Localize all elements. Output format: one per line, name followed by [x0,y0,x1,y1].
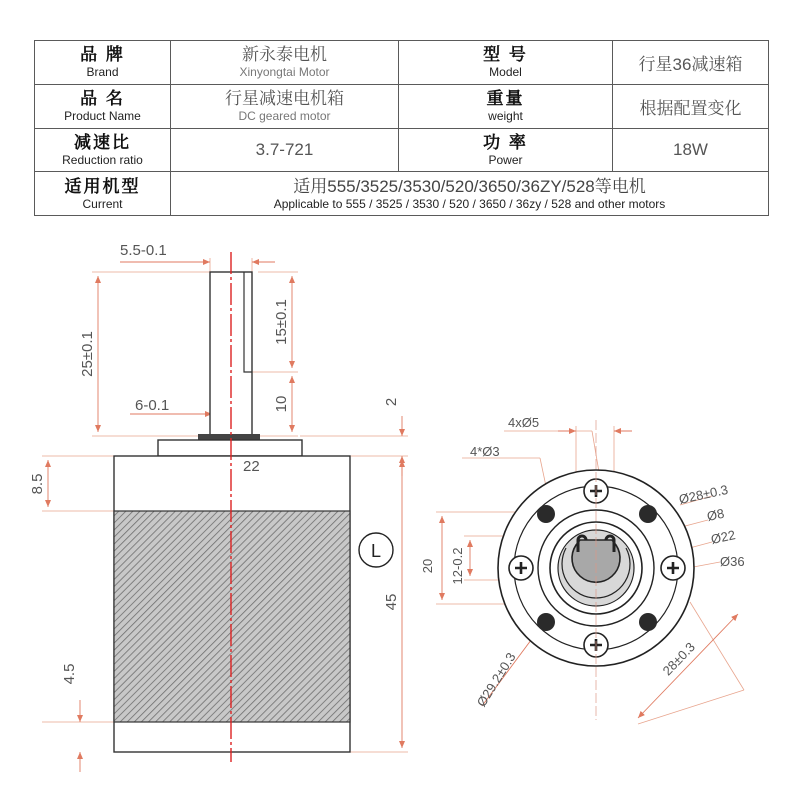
dim-shaft-dia: Ø8 [705,505,726,524]
side-view [29,242,408,772]
dim-threaded-holes: 4*Ø3 [470,444,500,459]
dim-boss-height: 2 [383,397,400,407]
front-view [420,415,745,724]
gearbox-boss [158,440,302,456]
current-label: 适用机型 [64,176,141,196]
dim-shaft-round: 10 [273,395,290,413]
current-label-en: Current [82,196,123,211]
shaft-collar [198,434,260,440]
current-value: 适用555/3525/3530/520/3650/36ZY/528等电机 [293,176,646,196]
dim-flat-length: 15±0.1 [273,299,290,345]
dim-bottom-band: 4.5 [61,663,78,685]
current-value-en: Applicable to 555 / 3525 / 3530 / 520 / 3650 / 36zy / 528 and other motors [273,196,666,211]
dim-boss-width: 22 [243,458,260,475]
weight-label-en: weight [488,109,523,124]
power-label: 功 率 [483,132,528,152]
dim-top-band: 8.5 [29,473,46,495]
brand-label: 品 牌 [80,45,125,65]
model-label-en: Model [489,65,522,80]
product-label-en: Product Name [64,109,141,124]
dim-spacing-20: 20 [420,558,435,574]
dim-pcd-29: Ø29.2±0.3 [473,649,519,710]
dim-hole-pcd: Ø28±0.3 [677,481,730,507]
brand-value-en: Xinyongtai Motor [239,65,330,80]
dim-body-dia: Ø36 [720,554,745,569]
ratio-value: 3.7-721 [255,139,314,159]
product-label: 品 名 [80,89,125,109]
gearbox-hatched-section [114,511,350,722]
product-value-en: DC geared motor [238,109,331,124]
screw-left [509,556,533,580]
dim-spacing-12: 12-0.2 [450,547,465,585]
dim-shaft-length: 25±0.1 [79,331,96,377]
ratio-label: 减速比 [74,132,131,152]
power-value: 18W [673,139,708,159]
dim-pcd-28-linear: 28±0.3 [659,639,698,679]
screw-right [661,556,685,580]
weight-label: 重量 [486,89,525,109]
dim-flat-width: 6-0.1 [135,397,170,414]
dim-boss-dia: Ø22 [709,527,737,547]
dim-shaft-diameter: 5.5-0.1 [120,242,167,259]
dim-screw-holes: 4xØ5 [508,415,540,430]
ratio-label-en: Reduction ratio [62,152,143,167]
brand-label-en: Brand [86,65,119,80]
model-value: 行星36减速箱 [638,54,743,74]
rotation-direction-label: L [370,541,382,561]
weight-value: 根据配置变化 [639,98,742,118]
product-value: 行星减速电机箱 [225,89,344,109]
power-label-en: Power [488,152,523,167]
dim-housing-length: 45 [383,593,400,611]
model-label: 型 号 [483,45,528,65]
brand-value: 新永泰电机 [242,45,327,65]
